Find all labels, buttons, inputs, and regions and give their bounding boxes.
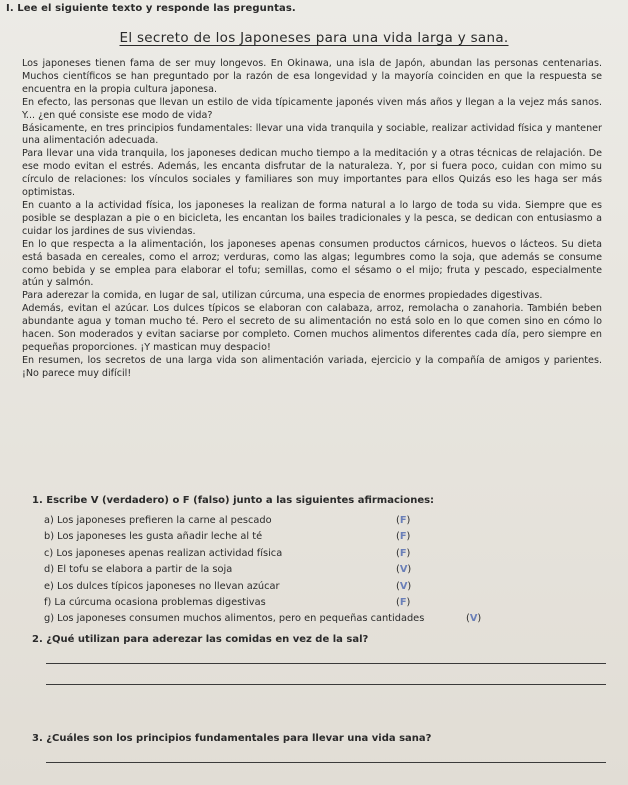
paragraph-2: En efecto, las personas que llevan un estilo de vida típicamente japonés viven más años y llegan a la vejez más sanos. Y... ¿en qué consiste ese modo de vida?: [22, 96, 602, 121]
tf-answer-mark: F: [399, 547, 407, 559]
question-2: 2. ¿Qué utilizan para aderezar las comidas en vez de la sal?: [32, 634, 369, 645]
tf-answer-field[interactable]: (F): [396, 596, 411, 608]
reading-title-text: El secreto de los Japoneses para una vida larga y sana.: [119, 30, 509, 46]
tf-item-f: [44, 597, 584, 613]
true-false-list: [44, 515, 584, 630]
tf-answer-field[interactable]: (F): [396, 547, 411, 559]
paragraph-7: Para aderezar la comida, en lugar de sal, utilizan cúrcuma, una especia de enormes propiedades digestivas.: [22, 290, 543, 302]
tf-statement: f) La cúrcuma ocasiona problemas digestivas: [44, 596, 266, 608]
tf-statement: g) Los japoneses consumen muchos alimentos, pero en pequeñas cantidades: [44, 613, 425, 625]
tf-answer-field[interactable]: (V): [466, 613, 482, 625]
tf-answer-mark: F: [399, 531, 407, 543]
paragraph-9: En resumen, los secretos de una larga vida son alimentación variada, ejercicio y la compañía de amigos y parientes. ¡No parece muy difícil!: [22, 354, 602, 379]
tf-item-c: [44, 548, 584, 564]
question-1-prompt: 1. Escribe V (verdadero) o F (falso) junto a las siguientes afirmaciones:: [32, 495, 435, 506]
tf-item-a: [44, 515, 584, 531]
tf-answer-field[interactable]: (V): [396, 564, 412, 576]
tf-statement: c) Los japoneses apenas realizan actividad física: [44, 547, 283, 559]
tf-statement: d) El tofu se elabora a partir de la soja: [44, 564, 233, 576]
paragraph-5: En cuanto a la actividad física, los japoneses la realizan de forma natural a lo largo de toda su vida. Siempre que es posible se desplazan a pie o en bicicleta, les encantan los bailes tradicionales y la pesca, se dedican con entusiasmo a cuidar los jardines de sus viviendas.: [22, 199, 602, 237]
paragraph-3: Básicamente, en tres principios fundamentales: llevar una vida tranquila y sociable, realizar actividad física y mantener una alimentación adecuada.: [22, 122, 602, 147]
answer-line-q2-1[interactable]: [46, 663, 606, 664]
tf-item-g: [44, 613, 584, 629]
tf-statement: a) Los japoneses prefieren la carne al pescado: [44, 515, 272, 526]
tf-answer-mark: V: [399, 580, 408, 592]
answer-line-q3-1[interactable]: [46, 762, 606, 763]
tf-answer-mark: F: [399, 515, 407, 526]
reading-title: [0, 30, 628, 46]
paragraph-1: Los japoneses tienen fama de ser muy longevos. En Okinawa, una isla de Japón, abundan las personas centenarias. Muchos científicos se han preguntado por la razón de esa longevidad y la mayoría coinciden en que la respuesta se encuentra en la propia cultura japonesa.: [22, 58, 602, 95]
tf-item-e: [44, 581, 584, 597]
tf-statement: b) Los japoneses les gusta añadir leche al té: [44, 531, 263, 543]
tf-statement: e) Los dulces típicos japoneses no llevan azúcar: [44, 580, 280, 592]
tf-answer-field[interactable]: (V): [396, 580, 412, 592]
tf-answer-mark: V: [469, 613, 478, 625]
tf-item-d: [44, 564, 584, 580]
answer-line-q2-2[interactable]: [46, 684, 606, 685]
tf-item-b: [44, 531, 584, 547]
question-3: 3. ¿Cuáles son los principios fundamentales para llevar una vida sana?: [32, 733, 432, 744]
paragraph-8: Además, evitan el azúcar. Los dulces típicos se elaboran con calabaza, arroz, remolacha o zanahoria. También beben abundante agua y toman mucho té. Pero el secreto de su alimentación no está solo en lo que comen sino en cómo lo hacen. Son moderados y evitan saciarse por completo. Comen muchos alimentos diferentes cada día, pero siempre en pequeñas proporciones. ¡Y mastican muy despacio!: [22, 303, 602, 353]
reading-text: [22, 58, 602, 381]
paragraph-4: Para llevar una vida tranquila, los japoneses dedican mucho tiempo a la meditación y a otras técnicas de relajación. De ese modo evitan el estrés. Además, les encanta disfrutar de la naturaleza. Y, por si fuera poco, cuidan con mimo su círculo de relaciones: los vínculos sociales y familiares son muy importantes para ellos Quizás eso les haga ser más optimistas.: [22, 148, 602, 199]
paragraph-6: En lo que respecta a la alimentación, los japoneses apenas consumen productos cárnicos, huevos o lácteos. Su dieta está basada en cereales, como el arroz; verduras, como las algas; legumbres como la soja, que además se consume como bebida y se emplea para elaborar el tofu; semillas, como el sésamo o el mijo; fruta y pescado, especialmente atún y salmón.: [22, 238, 602, 289]
tf-answer-field[interactable]: (F): [396, 531, 411, 543]
tf-answer-mark: V: [399, 564, 408, 576]
tf-answer-mark: F: [399, 596, 407, 608]
instruction: I. Lee el siguiente texto y responde las preguntas.: [6, 3, 296, 14]
tf-answer-field[interactable]: (F): [396, 515, 411, 526]
